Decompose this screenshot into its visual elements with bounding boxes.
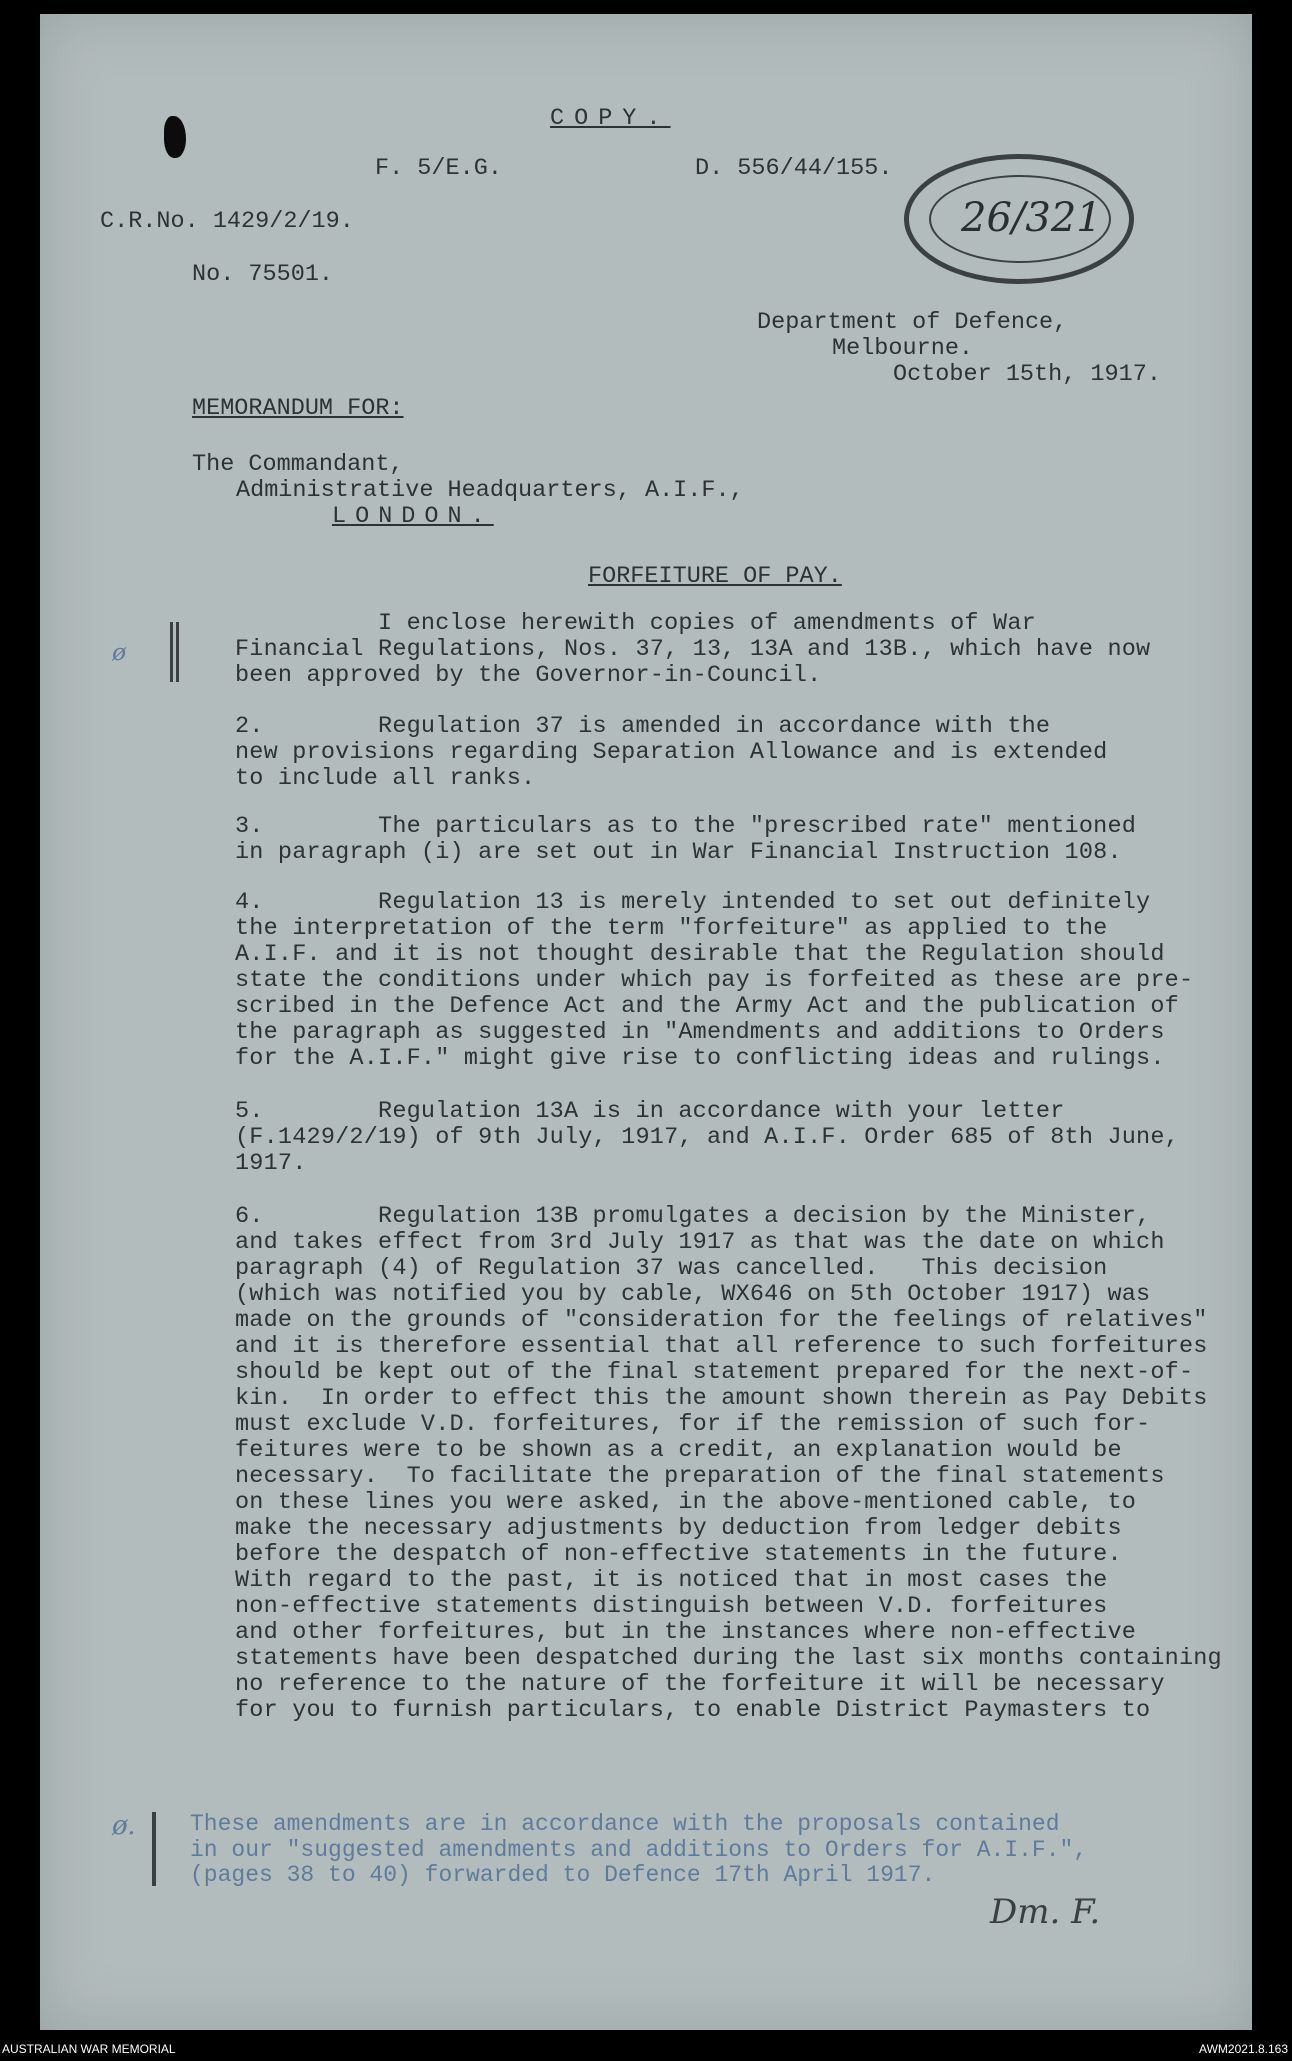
recipient-line-1: The Commandant, xyxy=(192,451,404,478)
address-line-2: Melbourne. xyxy=(832,335,974,362)
address-line-1: Department of Defence, xyxy=(757,309,1068,336)
margin-line-1 xyxy=(170,622,173,682)
memo-date: October 15th, 1917. xyxy=(893,361,1161,388)
ink-blot xyxy=(164,116,186,158)
subject-heading: FORFEITURE OF PAY. xyxy=(588,563,842,590)
cr-number: C.R.No. 1429/2/19. xyxy=(100,208,354,235)
recipient-line-2: Administrative Headquarters, A.I.F., xyxy=(236,477,744,504)
paragraph-2: 2. Regulation 37 is amended in accordance with the new provisions regarding Separation Allowance and is extended to include all ranks. xyxy=(235,713,1108,792)
document-page xyxy=(40,14,1252,2030)
office-stamp xyxy=(904,154,1134,284)
paragraph-1: I enclose herewith copies of amendments of War Financial Regulations, Nos. 37, 13, 13A and 13B., which have now been approved by the Governor-in-Council. xyxy=(235,610,1151,689)
paragraph-6: 6. Regulation 13B promulgates a decision by the Minister, and takes effect from 3rd July 1917 as that was the date on which paragraph (4) of Regulation 37 was cancelled. This decision (which was notified you by cable, WX646 on 5th October 1917) was made on the grounds of "consideration for the feelings of relatives" and it is therefore essential that all reference to such forfeitures should be kept out of the final statement prepared for the next-of- kin. In order to effect this the amount shown therein as Pay Debits must exclude V.D. forfeitures, for if the remission of such for- feitures were to be shown as a credit, an explanation would be necessary. To facilitate the preparation of the final statements on these lines you were asked, in the above-mentioned cable, to make the necessary adjustments by deduction from ledger debits before the despatch of non-effective statements in the future. With regard to the past, it is noticed that in most cases the non-effective statements distinguish between V.D. forfeitures and other forfeitures, but in the instances where non-effective statements have been despatched during the last six months containing no reference to the nature of the forfeiture it will be necessary for you to furnish particulars, to enable District Paymasters to xyxy=(235,1203,1222,1724)
paragraph-3: 3. The particulars as to the "prescribed rate" mentioned in paragraph (i) are set out in War Financial Instruction 108. xyxy=(235,813,1137,866)
memorandum-label: MEMORANDUM FOR: xyxy=(192,395,404,422)
memo-number: No. 75501. xyxy=(192,261,334,288)
paragraph-5: 5. Regulation 13A is in accordance with your letter (F.1429/2/19) of 9th July, 1917, and A.I.F. Order 685 of 8th June, 1917. xyxy=(235,1098,1179,1177)
archive-label-left: AUSTRALIAN WAR MEMORIAL xyxy=(2,2042,176,2056)
copy-heading: COPY. xyxy=(550,105,671,132)
ref-left: F. 5/E.G. xyxy=(375,155,502,182)
footnote-symbol: ø. xyxy=(112,1811,136,1841)
margin-line-2 xyxy=(176,622,179,682)
handwritten-initials: Dm. F. xyxy=(990,1892,1101,1932)
margin-symbol: ø xyxy=(112,638,127,666)
stamp-number: 26/321 xyxy=(961,195,1102,241)
archive-label-right: AWM2021.8.163 xyxy=(1199,2042,1288,2056)
footnote-bar xyxy=(152,1812,156,1886)
recipient-line-3: LONDON. xyxy=(332,503,494,530)
stamp-inner-ring xyxy=(929,175,1111,263)
paragraph-4: 4. Regulation 13 is merely intended to set out definitely the interpretation of the term "forfeiture" as applied to the A.I.F. and it is not thought desirable that the Regulation should state the conditions under which pay is forfeited as these are pre- scribed in the Defence Act and the Army Act and the publication of the paragraph as suggested in "Amendments and additions to Orders for the A.I.F." might give rise to conflicting ideas and rulings. xyxy=(235,889,1194,1072)
footnote-text: These amendments are in accordance with the proposals contained in our "suggested amendments and additions to Orders for A.I.F.", (pages 38 to 40) forwarded to Defence 17th April 1917. xyxy=(190,1811,1088,1888)
ref-right: D. 556/44/155. xyxy=(695,155,893,182)
